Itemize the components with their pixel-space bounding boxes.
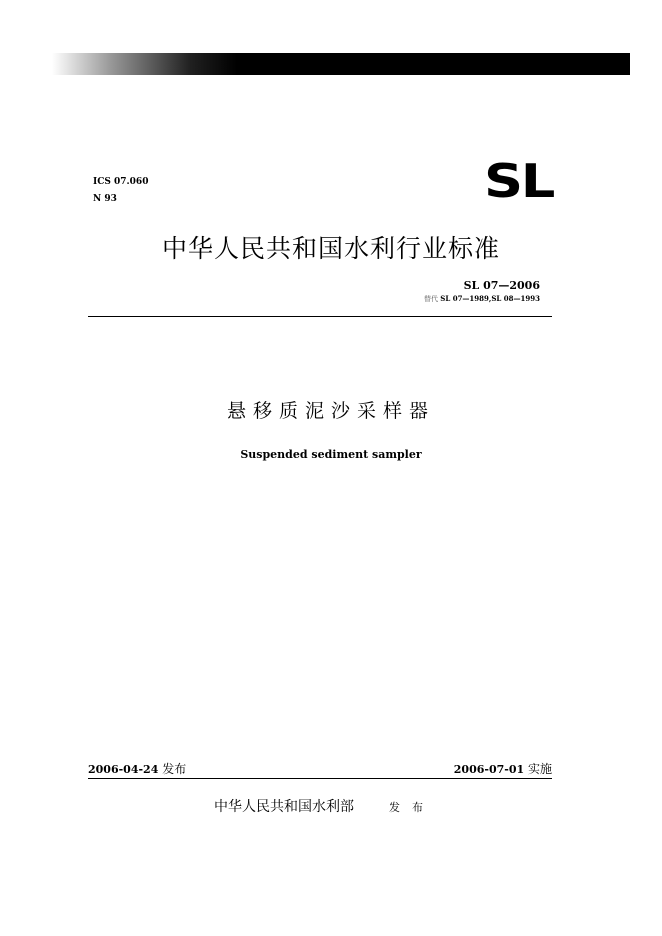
document-title-en: Suspended sediment sampler (240, 448, 422, 461)
issuer-action: 发布 (389, 801, 435, 814)
issue-label: 发布 (162, 762, 187, 776)
replaces-label: 替代 (424, 295, 439, 303)
header-gradient-bar (52, 53, 630, 75)
standard-code: SL 07—2006 (463, 279, 540, 292)
sl-logo: SL (484, 154, 553, 208)
implementation-label: 实施 (527, 762, 552, 776)
bottom-divider (88, 778, 552, 779)
ics-code: ICS 07.060 (93, 177, 149, 187)
top-divider (88, 316, 552, 317)
issue-date: 2006-04-24 (88, 763, 159, 776)
replaces-line (424, 294, 540, 304)
cls-code: N 93 (93, 194, 117, 204)
issue-date-line (88, 760, 186, 777)
implementation-date-line (454, 760, 552, 777)
issuer-name: 中华人民共和国水利部 (214, 799, 354, 815)
implementation-date: 2006-07-01 (453, 763, 525, 776)
classification-codes (93, 174, 148, 208)
document-title-cn: 悬移质泥沙采样器 (226, 400, 435, 422)
replaces-value: SL 07—1989,SL 08—1993 (440, 294, 540, 303)
industry-standard-title: 中华人民共和国水利行业标准 (161, 234, 500, 263)
